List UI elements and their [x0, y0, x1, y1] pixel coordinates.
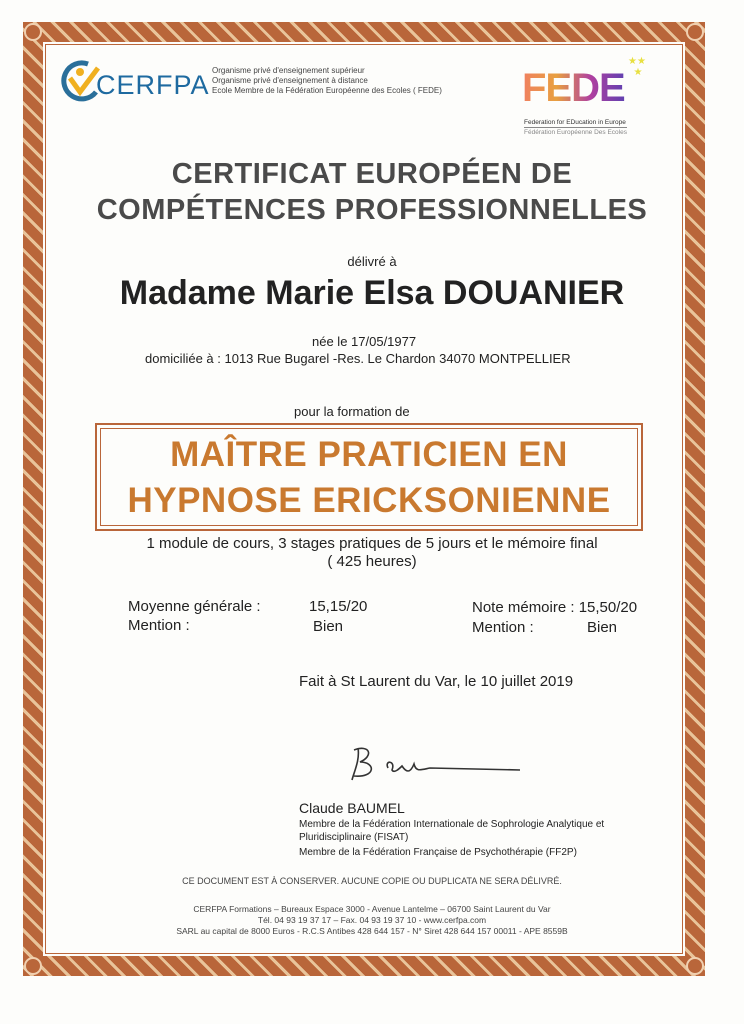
footer-line: CERFPA Formations – Bureaux Espace 3000 - Avenue Lantelme – 06700 Saint Laurent du Var [193, 904, 551, 914]
text-line: Pluridisciplinaire (FISAT) [299, 832, 409, 843]
footer [0, 904, 744, 937]
corner-ornament [24, 957, 42, 975]
signatory-titles [299, 818, 604, 859]
cerfpa-logo-text: CERFPA [96, 70, 210, 100]
average-label: Moyenne générale : [128, 598, 261, 615]
text-line: Fédération Européenne Des Ecoles [524, 129, 627, 136]
footer-line: Tél. 04 93 19 37 17 – Fax. 04 93 19 37 10 - www.cerfpa.com [257, 915, 487, 925]
text-line: Federation for EDucation in Europe [524, 119, 626, 126]
text-line: Organisme privé d'enseignement supérieur [212, 66, 365, 75]
mention-value: Bien [313, 618, 344, 635]
certificate-title [0, 156, 744, 228]
text-line: Ecole Membre de la Fédération Européenne des Ecoles ( FEDE) [212, 86, 442, 95]
signature-icon [340, 740, 540, 790]
average-value: 15,15/20 [309, 598, 368, 615]
title-line: CERTIFICAT EUROPÉEN DE [171, 158, 573, 190]
title-line: COMPÉTENCES PROFESSIONNELLES [96, 194, 648, 226]
place-date: Fait à St Laurent du Var, le 10 juillet 2019 [299, 673, 574, 690]
stars-icon: ★★ ★ [628, 56, 646, 78]
text-line: ( 425 heures) [327, 553, 417, 570]
corner-ornament [686, 23, 704, 41]
formation-line: HYPNOSE ERICKSONIENNE [127, 481, 611, 520]
footer-line: SARL au capital de 8000 Euros - R.C.S Antibes 428 644 157 - N° Siret 428 644 157 00011 - APE 8559B [176, 926, 568, 936]
formation-title [95, 432, 643, 524]
text-line: Organisme privé d'enseignement à distance [212, 76, 368, 85]
text-line: 1 module de cours, 3 stages pratiques de 5 jours et le mémoire final [146, 535, 598, 552]
memo-mention-label: Mention : [472, 619, 534, 636]
formation-line: MAÎTRE PRATICIEN EN [170, 435, 568, 474]
for-training-label: pour la formation de [294, 404, 410, 419]
recipient-name: Madame Marie Elsa DOUANIER [119, 274, 625, 312]
corner-ornament [24, 23, 42, 41]
cerfpa-logo [58, 58, 210, 107]
signatory-name: Claude BAUMEL [299, 800, 405, 816]
corner-ornament [686, 957, 704, 975]
memo-mention-value: Bien [587, 619, 618, 636]
delivered-to-label: délivré à [347, 254, 397, 269]
memo-grade: Note mémoire : 15,50/20 [472, 599, 638, 616]
formation-details [0, 535, 744, 571]
text-line: Membre de la Fédération Française de Psychothérapie (FF2P) [299, 847, 577, 858]
cerfpa-description [212, 66, 442, 96]
address: domiciliée à : 1013 Rue Bugarel -Res. Le Chardon 34070 MONTPELLIER [145, 351, 571, 366]
fede-logo: FEDE [522, 66, 625, 110]
fede-description [524, 118, 627, 137]
birth-date: née le 17/05/1977 [312, 334, 417, 349]
notice: CE DOCUMENT EST À CONSERVER. AUCUNE COPIE OU DUPLICATA NE SERA DÉLIVRÉ. [182, 876, 562, 886]
text-line: Membre de la Fédération Internationale de Sophrologie Analytique et [299, 819, 605, 830]
mention-label: Mention : [128, 617, 190, 634]
